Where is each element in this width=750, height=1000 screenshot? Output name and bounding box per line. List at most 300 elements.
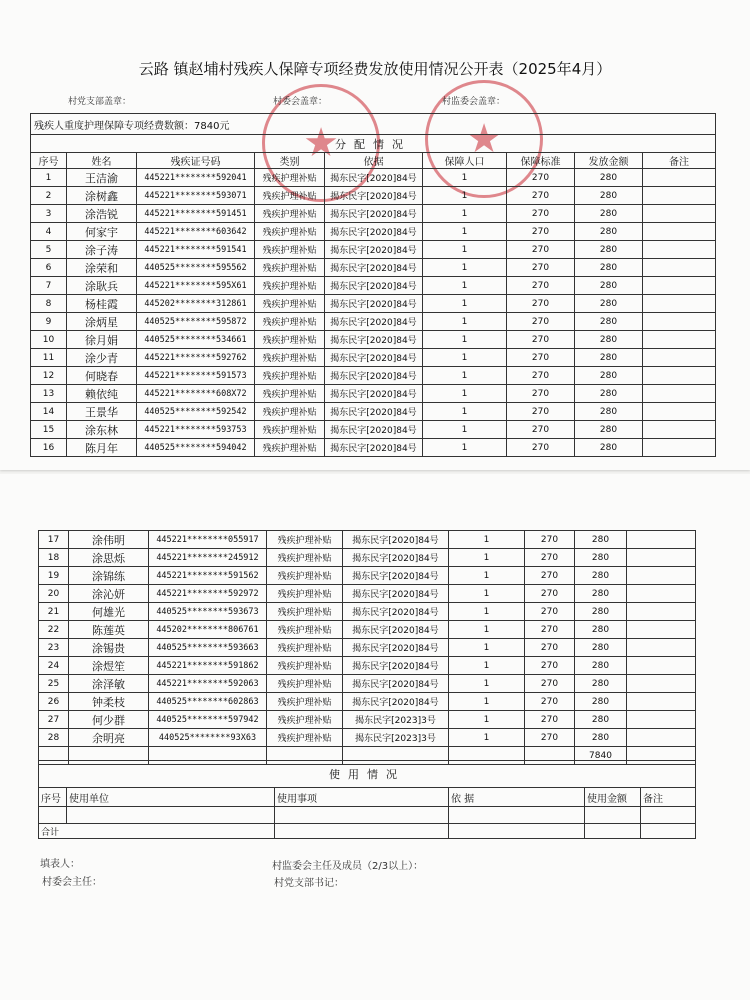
cell-amount: 280 <box>575 585 627 603</box>
cell-standard: 270 <box>525 639 575 657</box>
table-row <box>39 585 696 603</box>
cell-remark <box>627 711 696 729</box>
cell-standard: 270 <box>525 711 575 729</box>
cell-basis: 揭东民字[2020]84号 <box>343 675 449 693</box>
cell-name: 涂泽敏 <box>69 675 149 693</box>
col-amount: 发放金额 <box>575 153 643 169</box>
cell-standard: 270 <box>507 223 575 241</box>
cell-category: 残疾护理补贴 <box>255 205 325 223</box>
cell-name: 涂思烁 <box>69 549 149 567</box>
cell-amount: 280 <box>575 621 627 639</box>
cell-people: 1 <box>423 313 507 331</box>
cell-id: 445221********608X72 <box>137 385 255 403</box>
seal-star-icon: ★ <box>303 120 339 166</box>
cell-name: 涂树鑫 <box>67 187 137 205</box>
cell-basis: 揭东民字[2020]84号 <box>343 549 449 567</box>
total-amount: 7840 <box>575 747 627 765</box>
cell-amount: 280 <box>575 205 643 223</box>
cell-name: 涂子涛 <box>67 241 137 259</box>
cell-basis: 揭东民字[2020]84号 <box>325 421 423 439</box>
cell-people: 1 <box>449 657 525 675</box>
cell-remark <box>643 439 716 457</box>
cell-name: 陈莲英 <box>69 621 149 639</box>
cell-remark <box>643 403 716 421</box>
party-secretary-label: 村党支部书记： <box>274 878 344 889</box>
table-row <box>39 603 696 621</box>
cell-name: 涂浩锐 <box>67 205 137 223</box>
cell-no: 9 <box>31 313 67 331</box>
table-row <box>31 367 716 385</box>
cell-category: 残疾护理补贴 <box>267 621 343 639</box>
cell-remark <box>627 675 696 693</box>
cell-standard: 270 <box>507 295 575 313</box>
cell-basis: 揭东民字[2020]84号 <box>343 567 449 585</box>
cell-remark <box>627 621 696 639</box>
cell-category: 残疾护理补贴 <box>255 403 325 421</box>
cell-name: 何雄光 <box>69 603 149 621</box>
cell-people: 1 <box>449 585 525 603</box>
table-row <box>31 205 716 223</box>
cell-name: 涂锦练 <box>69 567 149 585</box>
cell-amount: 280 <box>575 729 627 747</box>
table-row <box>39 531 696 549</box>
cell-category: 残疾护理补贴 <box>255 223 325 241</box>
cell-people: 1 <box>449 621 525 639</box>
cell-basis: 揭东民字[2020]84号 <box>343 531 449 549</box>
cell-no: 5 <box>31 241 67 259</box>
cell-category: 残疾护理补贴 <box>267 657 343 675</box>
cell-id: 445221********591862 <box>149 657 267 675</box>
cell-basis: 揭东民字[2020]84号 <box>325 169 423 187</box>
seal-star-icon: ★ <box>466 116 502 162</box>
cell-people: 1 <box>423 277 507 295</box>
cell-basis: 揭东民字[2020]84号 <box>325 259 423 277</box>
cell-amount: 280 <box>575 603 627 621</box>
cell-people: 1 <box>423 205 507 223</box>
cell-id: 440525********592542 <box>137 403 255 421</box>
table-row <box>31 277 716 295</box>
cell-category: 残疾护理补贴 <box>267 603 343 621</box>
cell-name: 涂沁妍 <box>69 585 149 603</box>
cell-standard: 270 <box>507 367 575 385</box>
col-basis: 依据 <box>325 153 423 169</box>
director-label: 村委会主任： <box>42 877 102 888</box>
cell-id: 445221********593071 <box>137 187 255 205</box>
cell-basis: 揭东民字[2020]84号 <box>325 241 423 259</box>
cell-people: 1 <box>449 675 525 693</box>
cell-category: 残疾护理补贴 <box>255 259 325 277</box>
cell-id: 440525********593673 <box>149 603 267 621</box>
cell-remark <box>643 349 716 367</box>
cell-no: 3 <box>31 205 67 223</box>
cell-amount: 280 <box>575 531 627 549</box>
cell-remark <box>643 205 716 223</box>
cell-category: 残疾护理补贴 <box>267 711 343 729</box>
cell-amount: 280 <box>575 187 643 205</box>
cell-people: 1 <box>449 639 525 657</box>
cell-id: 440525********597942 <box>149 711 267 729</box>
cell-category: 残疾护理补贴 <box>267 729 343 747</box>
cell-name: 王景华 <box>67 403 137 421</box>
cell-remark <box>643 313 716 331</box>
cell-category: 残疾护理补贴 <box>267 675 343 693</box>
cell-people: 1 <box>423 331 507 349</box>
cell-category: 残疾护理补贴 <box>255 367 325 385</box>
supervision-seal-label: 村监委会盖章： <box>442 97 506 107</box>
cell-remark <box>627 603 696 621</box>
cell-standard: 270 <box>507 421 575 439</box>
form-filler-label: 填表人： <box>40 859 80 870</box>
cell-no: 28 <box>39 729 69 747</box>
cell-category: 残疾护理补贴 <box>255 349 325 367</box>
table-row <box>31 385 716 403</box>
cell-basis: 揭东民字[2020]84号 <box>325 403 423 421</box>
cell-remark <box>643 223 716 241</box>
cell-standard: 270 <box>507 169 575 187</box>
usage-col-unit: 使用单位 <box>67 788 275 807</box>
cell-amount: 280 <box>575 331 643 349</box>
cell-id: 440525********93X63 <box>149 729 267 747</box>
cell-people: 1 <box>449 603 525 621</box>
table-row <box>31 349 716 367</box>
cell-amount: 280 <box>575 295 643 313</box>
cell-amount: 280 <box>575 675 627 693</box>
cell-category: 残疾护理补贴 <box>255 331 325 349</box>
cell-name: 何晓春 <box>67 367 137 385</box>
cell-category: 残疾护理补贴 <box>255 313 325 331</box>
cell-standard: 270 <box>525 549 575 567</box>
cell-amount: 280 <box>575 313 643 331</box>
table-row <box>39 549 696 567</box>
col-no: 序号 <box>31 153 67 169</box>
cell-remark <box>627 657 696 675</box>
usage-col-basis: 依 据 <box>449 788 585 807</box>
col-id: 残疾证号码 <box>137 153 255 169</box>
cell-id: 445221********593753 <box>137 421 255 439</box>
cell-amount: 280 <box>575 567 627 585</box>
cell-standard: 270 <box>525 531 575 549</box>
cell-amount: 280 <box>575 223 643 241</box>
cell-standard: 270 <box>507 277 575 295</box>
cell-standard: 270 <box>507 331 575 349</box>
cell-basis: 揭东民字[2020]84号 <box>325 439 423 457</box>
cell-no: 7 <box>31 277 67 295</box>
cell-name: 何少群 <box>69 711 149 729</box>
table-row <box>31 403 716 421</box>
table-row <box>39 711 696 729</box>
cell-category: 残疾护理补贴 <box>267 549 343 567</box>
cell-name: 涂伟明 <box>69 531 149 549</box>
cell-id: 445202********806761 <box>149 621 267 639</box>
cell-no: 24 <box>39 657 69 675</box>
table-row <box>31 295 716 313</box>
table-row <box>31 241 716 259</box>
cell-people: 1 <box>423 349 507 367</box>
cell-no: 8 <box>31 295 67 313</box>
cell-id: 445221********591562 <box>149 567 267 585</box>
table-row <box>31 421 716 439</box>
table-row <box>39 621 696 639</box>
cell-remark <box>643 241 716 259</box>
cell-name: 涂炳星 <box>67 313 137 331</box>
cell-name: 涂少青 <box>67 349 137 367</box>
cell-amount: 280 <box>575 403 643 421</box>
cell-id: 445221********055917 <box>149 531 267 549</box>
cell-category: 残疾护理补贴 <box>255 421 325 439</box>
cell-no: 2 <box>31 187 67 205</box>
cell-basis: 揭东民字[2020]84号 <box>343 603 449 621</box>
cell-standard: 270 <box>507 439 575 457</box>
fund-amount-line: 残疾人重度护理保障专项经费数额：7840元 <box>31 114 716 135</box>
cell-amount: 280 <box>575 549 627 567</box>
table-row <box>31 439 716 457</box>
table-row <box>31 223 716 241</box>
cell-remark <box>627 729 696 747</box>
cell-name: 赖依纯 <box>67 385 137 403</box>
cell-no: 1 <box>31 169 67 187</box>
cell-people: 1 <box>423 223 507 241</box>
cell-standard: 270 <box>525 693 575 711</box>
cell-amount: 280 <box>575 169 643 187</box>
cell-remark <box>643 385 716 403</box>
cell-no: 13 <box>31 385 67 403</box>
cell-people: 1 <box>423 169 507 187</box>
usage-col-no: 序号 <box>39 788 67 807</box>
page-title: 云路 镇赵埔村残疾人保障专项经费发放使用情况公开表（2025年4月） <box>138 60 612 78</box>
usage-table <box>38 760 696 839</box>
cell-amount: 280 <box>575 657 627 675</box>
cell-amount: 280 <box>575 277 643 295</box>
cell-people: 1 <box>423 439 507 457</box>
cell-people: 1 <box>449 711 525 729</box>
cell-category: 残疾护理补贴 <box>267 567 343 585</box>
cell-no: 16 <box>31 439 67 457</box>
cell-people: 1 <box>423 421 507 439</box>
table-row <box>31 187 716 205</box>
cell-no: 15 <box>31 421 67 439</box>
table-row <box>39 693 696 711</box>
cell-remark <box>643 331 716 349</box>
col-name: 姓名 <box>67 153 137 169</box>
cell-standard: 270 <box>507 349 575 367</box>
cell-remark <box>643 259 716 277</box>
supervision-members-label: 村监委会主任及成员（2/3以上）： <box>272 861 424 872</box>
cell-standard: 270 <box>507 385 575 403</box>
cell-no: 19 <box>39 567 69 585</box>
cell-standard: 270 <box>525 585 575 603</box>
cell-id: 440525********602863 <box>149 693 267 711</box>
cell-basis: 揭东民字[2020]84号 <box>325 331 423 349</box>
cell-name: 徐月娟 <box>67 331 137 349</box>
cell-category: 残疾护理补贴 <box>267 639 343 657</box>
cell-people: 1 <box>423 259 507 277</box>
upper-page <box>0 0 750 470</box>
table-row <box>31 331 716 349</box>
cell-standard: 270 <box>525 567 575 585</box>
cell-remark <box>627 567 696 585</box>
cell-no: 14 <box>31 403 67 421</box>
cell-people: 1 <box>449 567 525 585</box>
cell-no: 27 <box>39 711 69 729</box>
col-category: 类别 <box>255 153 325 169</box>
cell-basis: 揭东民字[2020]84号 <box>325 295 423 313</box>
usage-subtotal-label: 合计 <box>39 824 275 839</box>
cell-people: 1 <box>449 693 525 711</box>
cell-no: 10 <box>31 331 67 349</box>
cell-standard: 270 <box>525 657 575 675</box>
cell-id: 445221********592762 <box>137 349 255 367</box>
cell-people: 1 <box>449 531 525 549</box>
cell-no: 23 <box>39 639 69 657</box>
cell-name: 钟柔枝 <box>69 693 149 711</box>
cell-remark <box>643 421 716 439</box>
cell-amount: 280 <box>575 693 627 711</box>
table-row <box>31 313 716 331</box>
cell-people: 1 <box>423 295 507 313</box>
cell-name: 王洁渝 <box>67 169 137 187</box>
cell-no: 26 <box>39 693 69 711</box>
cell-standard: 270 <box>507 205 575 223</box>
cell-name: 涂东林 <box>67 421 137 439</box>
cell-standard: 270 <box>507 187 575 205</box>
cell-people: 1 <box>423 403 507 421</box>
village-committee-seal-label: 村委会盖章： <box>273 97 328 107</box>
cell-amount: 280 <box>575 639 627 657</box>
usage-header-row <box>39 788 696 807</box>
cell-amount: 280 <box>575 349 643 367</box>
cell-remark <box>643 277 716 295</box>
cell-id: 445221********592041 <box>137 169 255 187</box>
cell-standard: 270 <box>525 675 575 693</box>
cell-remark <box>627 531 696 549</box>
cell-basis: 揭东民字[2020]84号 <box>343 585 449 603</box>
cell-standard: 270 <box>525 603 575 621</box>
cell-remark <box>627 549 696 567</box>
cell-basis: 揭东民字[2020]84号 <box>343 657 449 675</box>
cell-amount: 280 <box>575 421 643 439</box>
cell-remark <box>627 639 696 657</box>
cell-name: 涂荣和 <box>67 259 137 277</box>
cell-basis: 揭东民字[2020]84号 <box>325 223 423 241</box>
cell-standard: 270 <box>507 259 575 277</box>
cell-remark <box>643 169 716 187</box>
table-row <box>39 567 696 585</box>
cell-no: 17 <box>39 531 69 549</box>
table-row <box>31 169 716 187</box>
cell-id: 440525********534661 <box>137 331 255 349</box>
cell-id: 445221********591573 <box>137 367 255 385</box>
cell-remark <box>643 367 716 385</box>
usage-col-matter: 使用事项 <box>275 788 449 807</box>
cell-basis: 揭东民字[2023]3号 <box>343 729 449 747</box>
cell-id: 445221********592972 <box>149 585 267 603</box>
cell-basis: 揭东民字[2020]84号 <box>325 205 423 223</box>
cell-basis: 揭东民字[2020]84号 <box>343 621 449 639</box>
cell-basis: 揭东民字[2020]84号 <box>325 349 423 367</box>
cell-id: 440525********595872 <box>137 313 255 331</box>
cell-no: 18 <box>39 549 69 567</box>
cell-name: 杨桂霞 <box>67 295 137 313</box>
cell-category: 残疾护理补贴 <box>255 187 325 205</box>
cell-amount: 280 <box>575 367 643 385</box>
cell-remark <box>643 295 716 313</box>
col-people: 保障人口 <box>423 153 507 169</box>
cell-id: 445221********603642 <box>137 223 255 241</box>
table-row <box>39 639 696 657</box>
cell-no: 11 <box>31 349 67 367</box>
cell-remark <box>643 187 716 205</box>
cell-standard: 270 <box>507 313 575 331</box>
cell-id: 445221********595X61 <box>137 277 255 295</box>
cell-people: 1 <box>449 549 525 567</box>
distribution-table-page2 <box>38 530 696 765</box>
cell-amount: 280 <box>575 259 643 277</box>
cell-no: 4 <box>31 223 67 241</box>
cell-id: 445221********245912 <box>149 549 267 567</box>
cell-name: 余明亮 <box>69 729 149 747</box>
cell-people: 1 <box>449 729 525 747</box>
cell-people: 1 <box>423 367 507 385</box>
cell-standard: 270 <box>507 403 575 421</box>
table-row <box>39 675 696 693</box>
cell-basis: 揭东民字[2023]3号 <box>343 711 449 729</box>
usage-col-remark: 备注 <box>641 788 696 807</box>
cell-basis: 揭东民字[2020]84号 <box>325 187 423 205</box>
cell-people: 1 <box>423 385 507 403</box>
cell-category: 残疾护理补贴 <box>255 241 325 259</box>
cell-id: 440525********593663 <box>149 639 267 657</box>
cell-people: 1 <box>423 187 507 205</box>
cell-basis: 揭东民字[2020]84号 <box>325 277 423 295</box>
table-row <box>39 729 696 747</box>
cell-basis: 揭东民字[2020]84号 <box>325 367 423 385</box>
cell-basis: 揭东民字[2020]84号 <box>343 639 449 657</box>
distribution-section-title: 分配情况 <box>31 135 716 153</box>
cell-category: 残疾护理补贴 <box>267 531 343 549</box>
cell-name: 陈月年 <box>67 439 137 457</box>
cell-category: 残疾护理补贴 <box>267 693 343 711</box>
cell-id: 445221********591451 <box>137 205 255 223</box>
cell-basis: 揭东民字[2020]84号 <box>325 385 423 403</box>
col-remark: 备注 <box>643 153 716 169</box>
cell-name: 涂锡贵 <box>69 639 149 657</box>
cell-category: 残疾护理补贴 <box>255 169 325 187</box>
usage-section-title: 使用情况 <box>39 761 696 788</box>
cell-no: 21 <box>39 603 69 621</box>
cell-amount: 280 <box>575 241 643 259</box>
cell-category: 残疾护理补贴 <box>255 277 325 295</box>
cell-no: 22 <box>39 621 69 639</box>
cell-category: 残疾护理补贴 <box>255 295 325 313</box>
cell-no: 6 <box>31 259 67 277</box>
cell-name: 涂耿兵 <box>67 277 137 295</box>
cell-category: 残疾护理补贴 <box>255 385 325 403</box>
cell-id: 445221********592063 <box>149 675 267 693</box>
cell-standard: 270 <box>525 621 575 639</box>
cell-amount: 280 <box>575 385 643 403</box>
cell-basis: 揭东民字[2020]84号 <box>325 313 423 331</box>
table-row <box>31 259 716 277</box>
cell-remark <box>627 585 696 603</box>
cell-no: 25 <box>39 675 69 693</box>
cell-no: 20 <box>39 585 69 603</box>
cell-people: 1 <box>423 241 507 259</box>
cell-amount: 280 <box>575 711 627 729</box>
cell-category: 残疾护理补贴 <box>255 439 325 457</box>
cell-name: 何家宇 <box>67 223 137 241</box>
cell-standard: 270 <box>525 729 575 747</box>
cell-name: 涂煜笙 <box>69 657 149 675</box>
